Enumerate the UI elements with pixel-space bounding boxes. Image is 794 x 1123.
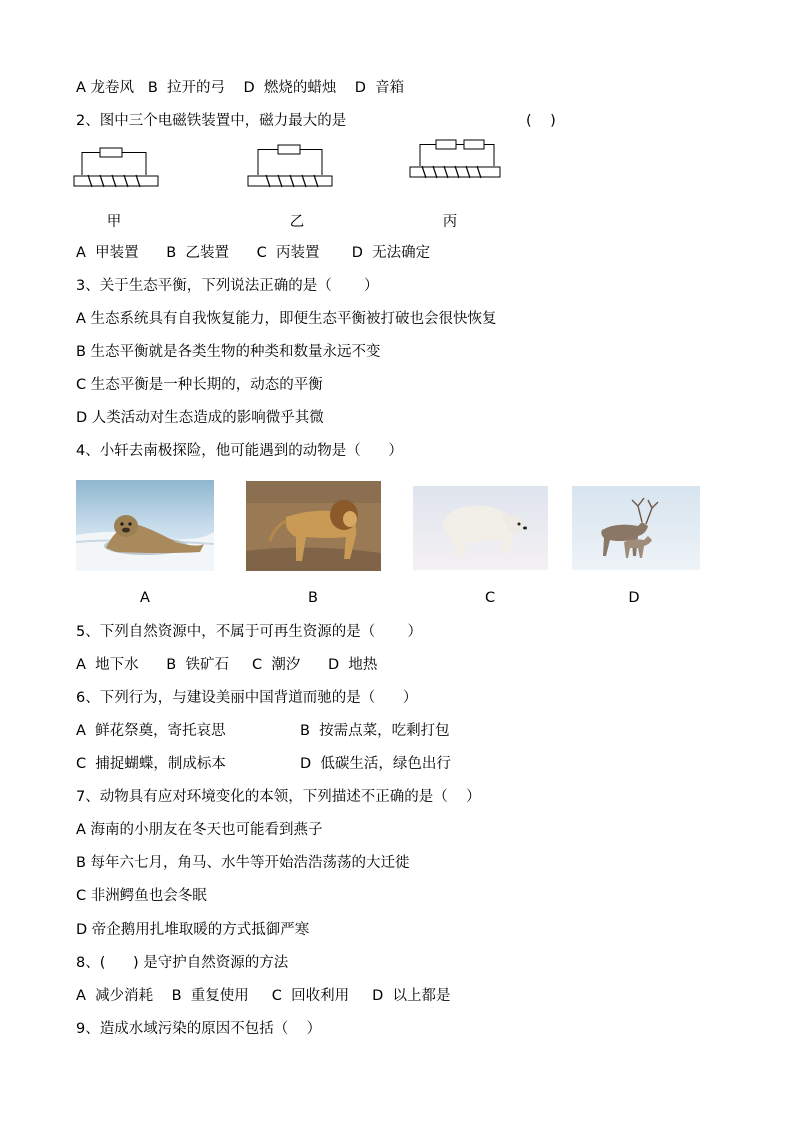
q4-stem: 4、小轩去南极探险，他可能遇到的动物是（ ）	[76, 443, 403, 459]
figure-label-yi: 乙	[289, 214, 305, 230]
q7-option-a: A 海南的小朋友在冬天也可能看到燕子	[76, 822, 323, 838]
q6-option-a: A 鲜花祭奠，寄托哀思	[76, 723, 226, 739]
electromagnet-figure-c	[408, 136, 504, 184]
q3-option-a: A 生态系统具有自我恢复能力，即便生态平衡被打破也会很快恢复	[76, 311, 497, 327]
q2-options: A 甲装置 B 乙装置 C 丙装置 D 无法确定	[76, 245, 431, 261]
q4-label-c: C	[484, 590, 496, 606]
q2-answer-paren: ( )	[526, 113, 556, 129]
polar-bear-image	[413, 486, 548, 570]
q5-options: A 地下水 B 铁矿石 C 潮汐 D 地热	[76, 657, 378, 673]
q8-stem: 8、( ) 是守护自然资源的方法	[76, 955, 289, 971]
reindeer-image	[572, 486, 700, 570]
electromagnet-figure-b	[246, 142, 336, 190]
q7-stem: 7、动物具有应对环境变化的本领，下列描述不正确的是（ ）	[76, 789, 481, 805]
q7-option-d: D 帝企鹅用扎堆取暖的方式抵御严寒	[76, 922, 310, 938]
q1-options: A 龙卷风 B 拉开的弓 D 燃烧的蜡烛 D 音箱	[76, 80, 405, 96]
q6-stem: 6、下列行为，与建设美丽中国背道而驰的是（ ）	[76, 690, 418, 706]
q6-option-b: B 按需点菜，吃剩打包	[300, 723, 450, 739]
q7-option-c: C 非洲鳄鱼也会冬眠	[76, 888, 207, 904]
electromagnet-figure-a	[72, 142, 162, 190]
q3-stem: 3、关于生态平衡，下列说法正确的是（ ）	[76, 278, 379, 294]
q4-label-d: D	[628, 590, 640, 606]
q5-stem: 5、下列自然资源中，不属于可再生资源的是（ ）	[76, 624, 422, 640]
q6-option-c: C 捕捉蝴蝶，制成标本	[76, 756, 226, 772]
q6-option-d: D 低碳生活，绿色出行	[300, 756, 451, 772]
q4-label-b: B	[308, 590, 318, 606]
q7-option-b: B 每年六七月，角马、水牛等开始浩浩荡荡的大迁徙	[76, 855, 410, 871]
q3-option-d: D 人类活动对生态造成的影响微乎其微	[76, 410, 324, 426]
q9-stem: 9、造成水域污染的原因不包括（ ）	[76, 1021, 322, 1037]
q3-option-c: C 生态平衡是一种长期的，动态的平衡	[76, 377, 323, 393]
figure-label-jia: 甲	[106, 214, 122, 230]
q8-options: A 减少消耗 B 重复使用 C 回收利用 D 以上都是	[76, 988, 451, 1004]
lion-image	[246, 481, 381, 571]
figure-label-bing: 丙	[442, 214, 458, 230]
q2-stem: 2、图中三个电磁铁装置中，磁力最大的是	[76, 113, 347, 129]
q4-label-a: A	[140, 590, 150, 606]
seal-image	[76, 480, 214, 571]
q3-option-b: B 生态平衡就是各类生物的种类和数量永远不变	[76, 344, 381, 360]
